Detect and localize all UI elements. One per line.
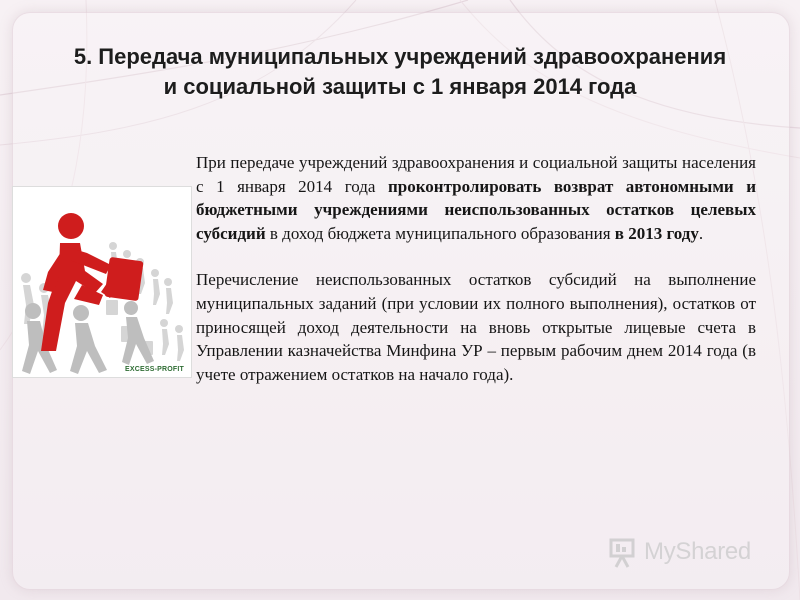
paragraph-1-part-2: в доход бюджета муниципального образования: [265, 223, 615, 243]
illustration-running-people: [12, 186, 192, 378]
foreground-crowd: [22, 301, 154, 374]
myshared-watermark: [606, 536, 766, 574]
presentation-board-icon: [606, 536, 642, 570]
paragraph-1-bold-2: в 2013 году: [614, 223, 699, 243]
title-line-1: 5. Передача муниципальных учреждений здравоохранения: [73, 44, 727, 69]
running-people-illustration: [13, 187, 191, 377]
title-line-2: и социальной защиты с 1 января 2014 года: [163, 74, 637, 99]
paragraph-1-bold-1: проконтролировать возврат автономными и бюджетными учреждениями неиспользованных остатков целевых субсидий: [196, 176, 756, 243]
paragraph-1-part-1: При передаче учреждений здравоохранения и социальной защиты населения с 1 января 2014 года: [196, 153, 756, 196]
paragraph-2: Перечисление неиспользованных остатков субсидий на выполнение муниципальных заданий (при условии их полного выполнения), остатков от приносящей доход деятельности на вновь открытые лицевые счета в Управлении казначейства Минфина УР – первым рабочим днем 2014 года (в учете отражением остатков на начало года).: [196, 270, 756, 384]
page-title: [26, 42, 774, 102]
paragraph-1-part-3: .: [698, 223, 704, 243]
watermark-text: MyShared: [644, 538, 751, 565]
paragraph-1: [196, 151, 756, 245]
image-logo: EXCESS-PROFIT: [125, 366, 184, 373]
main-text: [196, 151, 756, 386]
